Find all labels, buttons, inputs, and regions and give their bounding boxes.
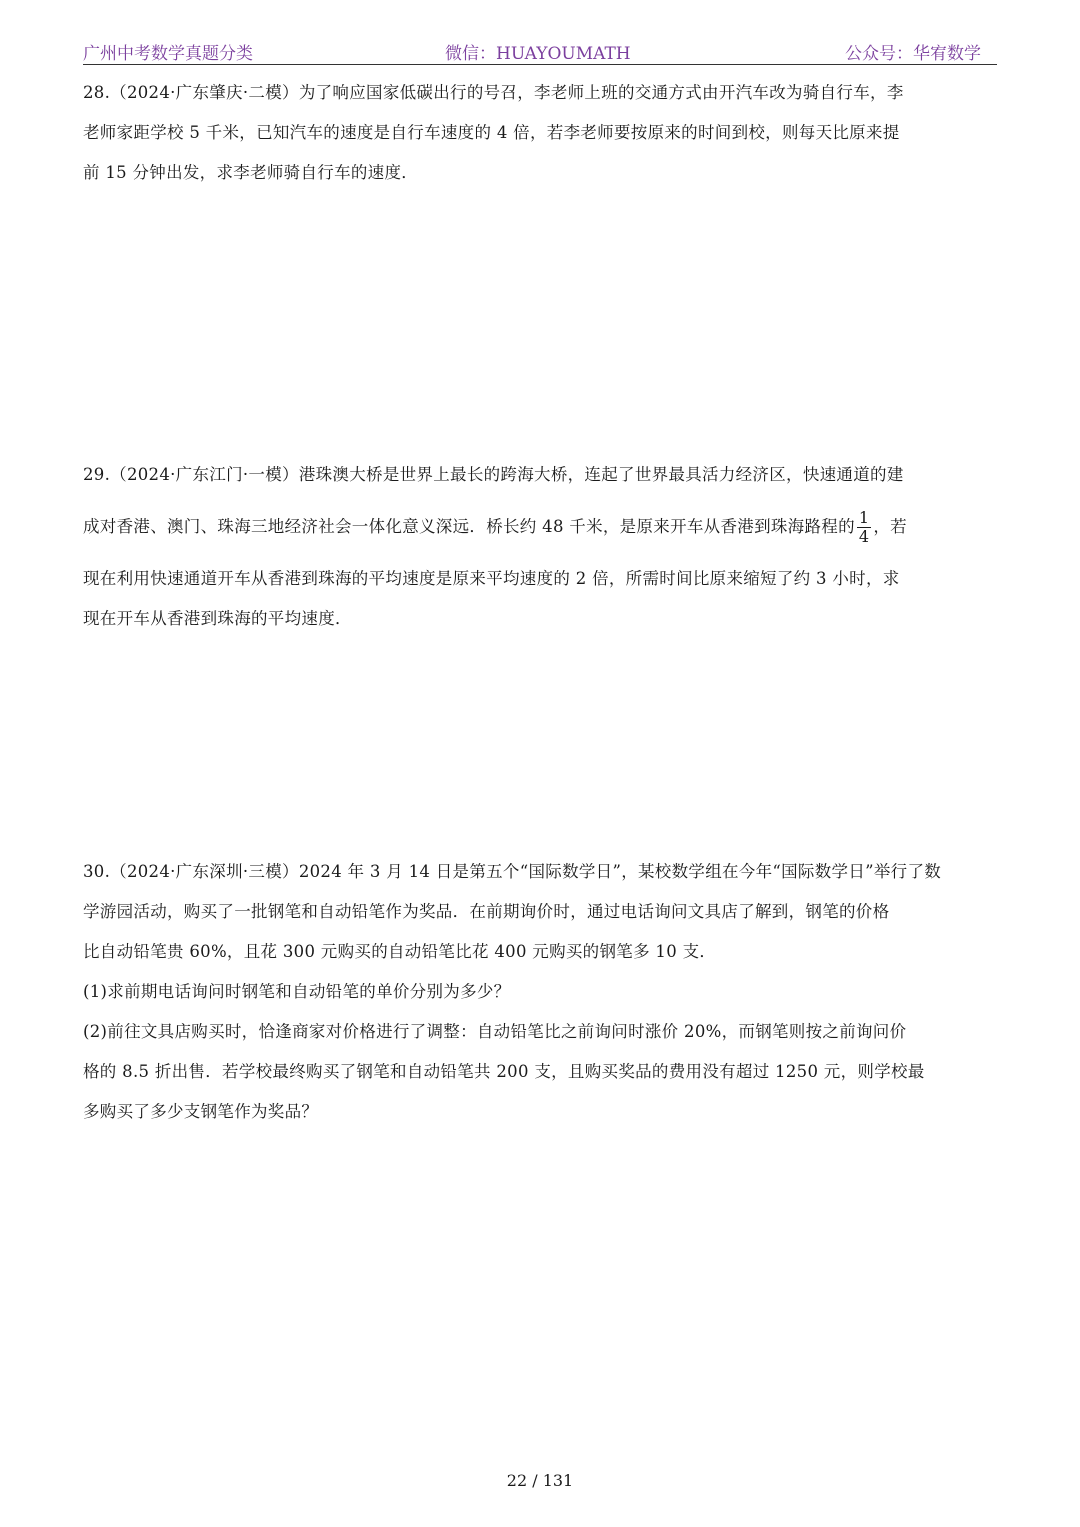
problem-29-line-with-fraction (83, 495, 997, 559)
problem-28-line: 前 15 分钟出发，求李老师骑自行车的速度． (83, 163, 419, 182)
problem-29-text: ，若 (873, 517, 907, 536)
problem-30-line: 30.（2024·广东深圳·三模）2024 年 3 月 14 日是第五个“国际数学日”，某校数学组在今年“国际数学日”举行了数 (83, 862, 942, 881)
problem-29-line: 29.（2024·广东江门·一模）港珠澳大桥是世界上最长的跨海大桥，连起了世界最具活力经济区，快速通道的建 (83, 465, 904, 484)
problem-28-line: 28.（2024·广东肇庆·二模）为了响应国家低碳出行的号召，李老师上班的交通方式由开汽车改为骑自行车，李 (83, 83, 904, 102)
problem-29-line: 现在开车从香港到珠海的平均速度． (83, 609, 352, 628)
problem-30-part-1: (1)求前期电话询问时钢笔和自动铅笔的单价分别为多少？ (83, 982, 511, 1001)
problem-28-line: 老师家距学校 5 千米，已知汽车的速度是自行车速度的 4 倍，若李老师要按原来的时间到校，则每天比原来提 (83, 123, 900, 142)
problem-29-text: 成对香港、澳门、珠海三地经济社会一体化意义深远．桥长约 48 千米，是原来开车从香港到珠海路程的 (83, 517, 855, 536)
problem-30-line: 多购买了多少支钢笔作为奖品？ (83, 1102, 319, 1121)
header-official-account: 公众号：华宥数学 (845, 44, 981, 64)
page-header (83, 36, 997, 65)
problem-30-line: 格的 8.5 折出售．若学校最终购买了钢笔和自动铅笔共 200 支，且购买奖品的费用没有超过 1250 元，则学校最 (83, 1062, 925, 1081)
fraction-numerator: 1 (858, 508, 870, 527)
problem-29-line: 现在利用快速通道开车从香港到珠海的平均速度是原来平均速度的 2 倍，所需时间比原来缩短了约 3 小时，求 (83, 569, 900, 588)
problem-30-line: 比自动铅笔贵 60%，且花 300 元购买的自动铅笔比花 400 元购买的钢笔多 10 支． (83, 942, 717, 961)
problem-30-part-2: (2)前往文具店购买时，恰逢商家对价格进行了调整：自动铅笔比之前询问时涨价 20%，而钢笔则按之前询问价 (83, 1022, 907, 1041)
problem-30-line: 学游园活动，购买了一批钢笔和自动铅笔作为奖品．在前期询价时，通过电话询问文具店了解到，钢笔的价格 (83, 902, 890, 921)
header-title: 广州中考数学真题分类 (83, 44, 253, 64)
fraction-one-quarter (857, 509, 871, 546)
header-wechat: 微信：HUAYOUMATH (445, 44, 631, 64)
problem-29 (83, 455, 997, 639)
problem-30 (83, 852, 997, 1132)
problem-28 (83, 73, 997, 193)
page-number: 22 / 131 (506, 1471, 574, 1490)
fraction-denominator: 4 (858, 527, 870, 546)
